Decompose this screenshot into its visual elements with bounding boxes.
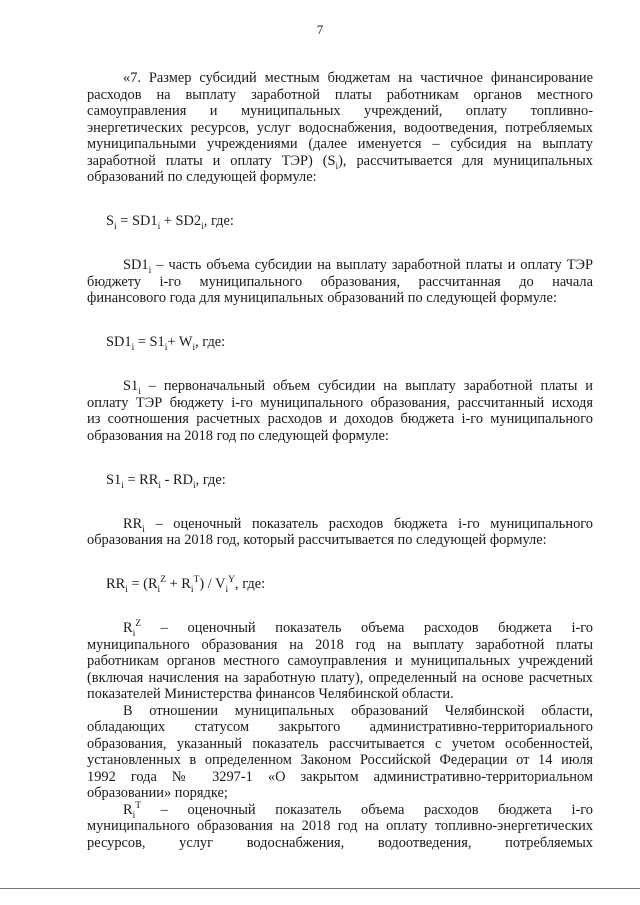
text-line: из соотношения расчетных расходов и доходов бюджета i-го муниципального [87,411,593,427]
text-line: заработной платы и оплату ТЭР) $(S_i)$, рассчитывается для муниципальных [87,152,593,172]
text-line: самоуправления и муниципальных учреждений, оплату топливно- [87,103,593,119]
text-line: (включая начисления на заработную плату), определенный на основе расчетных [87,669,593,686]
formula-rr: $RR_i = (R_i^Z + R_i^T) / V_i^Y$, где: [106,575,266,595]
document-body [87,70,593,851]
text-line: образовании» порядке; [87,785,228,801]
text-line: $SD1_i$ – часть объема субсидии на выплату заработной платы и оплату ТЭР [123,257,593,276]
text-line: работникам органов местного самоуправления и муниципальных учреждений [87,653,593,669]
formula-si: $S_i = SD1_i + SD2_i$, где: [106,213,234,232]
bottom-rule [0,888,640,889]
text-line: $R_i^T$ – оценочный показатель объема расходов бюджета i-го [123,800,593,821]
text-line: $R_i^Z$ – оценочный показатель объема расходов бюджета i-го [123,619,593,639]
text-line: образований по следующей формуле: [87,169,317,185]
formula-sd1: $SD1_i = S1_i+ W_i$, где: [106,334,226,353]
text-line: муниципального образования на 2018 год на выплату заработной платы [87,636,593,653]
text-line: «7. Размер субсидий местным бюджетам на частичное финансирование [123,70,593,86]
page-number: 7 [316,22,324,37]
text-line: образования, указанный показатель рассчитывается с учетом особенностей, [87,735,593,752]
text-line: образования на 2018 год, который рассчитывается по следующей формуле: [87,532,547,548]
text-line: ресурсов, услуг водоснабжения, водоотведения, потребляемых [87,834,593,851]
text-line: энергетических ресурсов, услуг водоснабжения, водоотведения, потребляемых [87,119,593,136]
text-line: $S1_i$ – первоначальный объем субсидии на выплату заработной платы и [123,378,593,397]
text-line: оплату ТЭР бюджету i-го муниципального образования, рассчитанный исходя [87,394,593,411]
text-line: расходов на выплату заработной платы работникам органов местного [87,86,593,103]
text-line: показателей Министерства финансов Челябинской области. [87,686,454,702]
text-line: В отношении муниципальных образований Челябинской области, [123,702,593,719]
text-line: установленных в определенном Законом Российской Федерации от 14 июля [87,752,593,768]
text-line: муниципальными учреждениями (далее именуется – субсидия на выплату [87,136,593,152]
text-line: муниципального образования на 2018 год на оплату топливно-энергетических [87,818,593,834]
text-line: $RR_i$ – оценочный показатель расходов бюджета i-го муниципального [123,515,593,535]
text-line: бюджету i-го муниципального образования, рассчитанная до начала [87,273,593,290]
text-line: обладающих статусом закрытого административно-территориального [87,719,593,735]
formula-s1: $S1_i = RR_i - RD_i$, где: [106,471,226,491]
text-line: образования на 2018 год по следующей формуле: [87,427,389,444]
text-line: финансового года для муниципальных образований по следующей формуле: [87,290,557,306]
text-line: 1992 года № 3297-1 «О закрытом административно-территориальном [87,768,593,785]
